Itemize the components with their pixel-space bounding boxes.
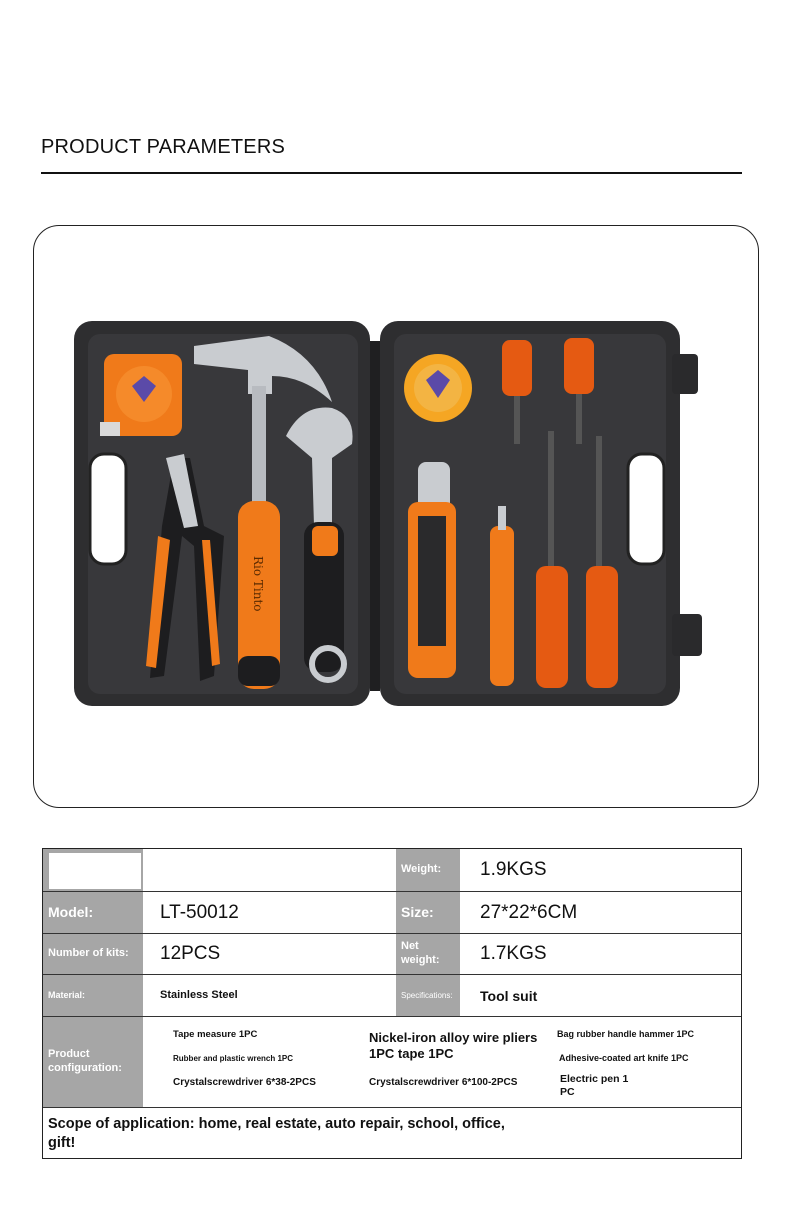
config-crystal-driver-100: Crystalscrewdriver 6*100-2PCS xyxy=(369,1077,518,1088)
config-art-knife: Adhesive-coated art knife 1PC xyxy=(559,1053,689,1063)
hammer-brand-text: Rio Tinto xyxy=(251,556,265,612)
size-value: 27*22*6CM xyxy=(480,901,578,923)
short-screwdriver-1 xyxy=(502,340,532,396)
specifications-label: Specifications: xyxy=(396,975,460,1016)
net-weight-label: Net weight: xyxy=(396,934,460,974)
specifications-value: Tool suit xyxy=(480,987,538,1004)
model-value: LT-50012 xyxy=(160,901,239,923)
config-electric-pen: Electric pen 1 PC xyxy=(560,1073,629,1098)
title-divider xyxy=(41,172,742,174)
kits-value: 12PCS xyxy=(160,943,221,964)
product-photo-frame xyxy=(33,225,759,808)
configuration-label: Product configuration: xyxy=(43,1017,143,1107)
net-weight-value: 1.7KGS xyxy=(480,943,547,964)
config-wrench: Rubber and plastic wrench 1PC xyxy=(173,1054,294,1063)
config-crystal-driver-38: Crystalscrewdriver 6*38-2PCS xyxy=(173,1077,316,1088)
toolkit-photo xyxy=(34,226,759,808)
spec-table xyxy=(42,848,742,1159)
config-pliers-tape: Nickel-iron alloy wire pliers 1PC tape 1PC xyxy=(369,1030,538,1061)
short-screwdriver-2 xyxy=(564,338,594,394)
config-tape-measure: Tape measure 1PC xyxy=(173,1029,258,1040)
long-screwdriver-2 xyxy=(586,566,618,688)
electric-pen xyxy=(490,526,514,686)
long-screwdriver-1 xyxy=(536,566,568,688)
size-label: Size: xyxy=(396,892,460,933)
kits-label: Number of kits: xyxy=(43,934,143,974)
page-title: PRODUCT PARAMETERS xyxy=(41,136,286,158)
config-hammer: Bag rubber handle hammer 1PC xyxy=(557,1029,695,1039)
model-label: Model: xyxy=(43,892,143,933)
material-value: Stainless Steel xyxy=(160,988,238,1001)
weight-label: Weight: xyxy=(396,849,460,891)
scope-text: Scope of application: home, real estate, auto repair, school, office, gift! xyxy=(48,1116,505,1151)
weight-value: 1.9KGS xyxy=(480,859,547,880)
material-label: Material: xyxy=(43,975,143,1016)
